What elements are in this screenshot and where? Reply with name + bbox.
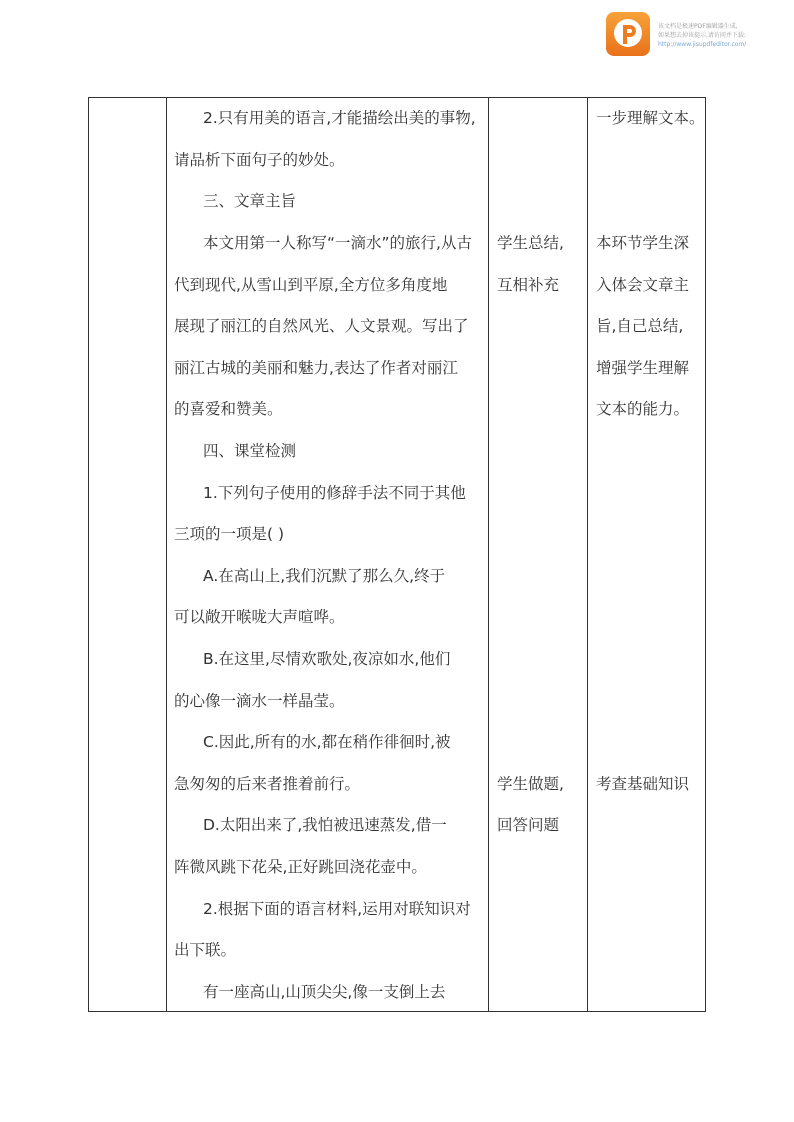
test-question-1: 三项的一项是( ) [174, 525, 285, 543]
pdf-editor-logo-icon [606, 12, 650, 56]
watermark-url: http://www.jisupdfeditor.com/ [658, 41, 747, 48]
option-d: D.太阳出来了,我怕被迅速蒸发,借一 [203, 816, 447, 834]
theme-paragraph: 展现了丽江的自然风光、人文景观。写出了 [174, 317, 469, 335]
design-intent: 文本的能力。 [596, 400, 690, 418]
design-intent: 一步理解文本。 [596, 109, 705, 127]
theme-paragraph: 的喜爱和赞美。 [174, 400, 283, 418]
option-a: 可以敞开喉咙大声喧哗。 [174, 608, 345, 626]
watermark-line-2: 如果想去掉该提示,请访问并下载: [658, 32, 746, 39]
test-question-2: 出下联。 [174, 941, 237, 959]
theme-paragraph: 丽江古城的美丽和魅力,表达了作者对丽江 [174, 359, 458, 377]
option-b: B.在这里,尽情欢歌处,夜凉如水,他们 [203, 650, 451, 668]
question-2-text: 请品析下面句子的妙处。 [174, 151, 345, 169]
design-intent: 考查基础知识 [596, 775, 690, 793]
option-b: 的心像一滴水一样晶莹。 [174, 692, 345, 710]
test-question-1: 1.下列句子使用的修辞手法不同于其他 [203, 484, 466, 502]
section-heading-theme: 三、文章主旨 [203, 192, 297, 210]
design-intent: 旨,自己总结, [596, 317, 684, 335]
option-a: A.在高山上,我们沉默了那么久,终于 [203, 567, 446, 585]
student-activity: 互相补充 [497, 276, 560, 294]
question-2-text: 2.只有用美的语言,才能描绘出美的事物, [203, 109, 476, 127]
section-heading-classroom-test: 四、课堂检测 [203, 442, 297, 460]
option-d: 阵微风跳下花朵,正好跳回浇花壶中。 [174, 858, 427, 876]
column-divider [166, 97, 167, 1012]
design-intent: 入体会文章主 [596, 276, 690, 294]
theme-paragraph: 代到现代,从雪山到平原,全方位多角度地 [174, 276, 448, 294]
option-c: C.因此,所有的水,都在稍作徘徊时,被 [203, 733, 451, 751]
design-intent: 增强学生理解 [596, 359, 690, 377]
option-c: 急匆匆的后来者推着前行。 [174, 775, 361, 793]
watermark-line-1: 该文档是极速PDF编辑器生成, [658, 23, 738, 30]
design-intent: 本环节学生深 [596, 234, 690, 252]
watermark-text [658, 22, 788, 49]
watermark [606, 12, 786, 58]
test-question-2-material: 有一座高山,山顶尖尖,像一支倒上去 [203, 983, 446, 1001]
student-activity: 回答问题 [497, 816, 560, 834]
column-divider [587, 97, 588, 1012]
test-question-2: 2.根据下面的语言材料,运用对联知识对 [203, 900, 471, 918]
student-activity: 学生总结, [497, 234, 564, 252]
student-activity: 学生做题, [497, 775, 564, 793]
theme-paragraph: 本文用第一人称写“一滴水”的旅行,从古 [203, 234, 472, 252]
